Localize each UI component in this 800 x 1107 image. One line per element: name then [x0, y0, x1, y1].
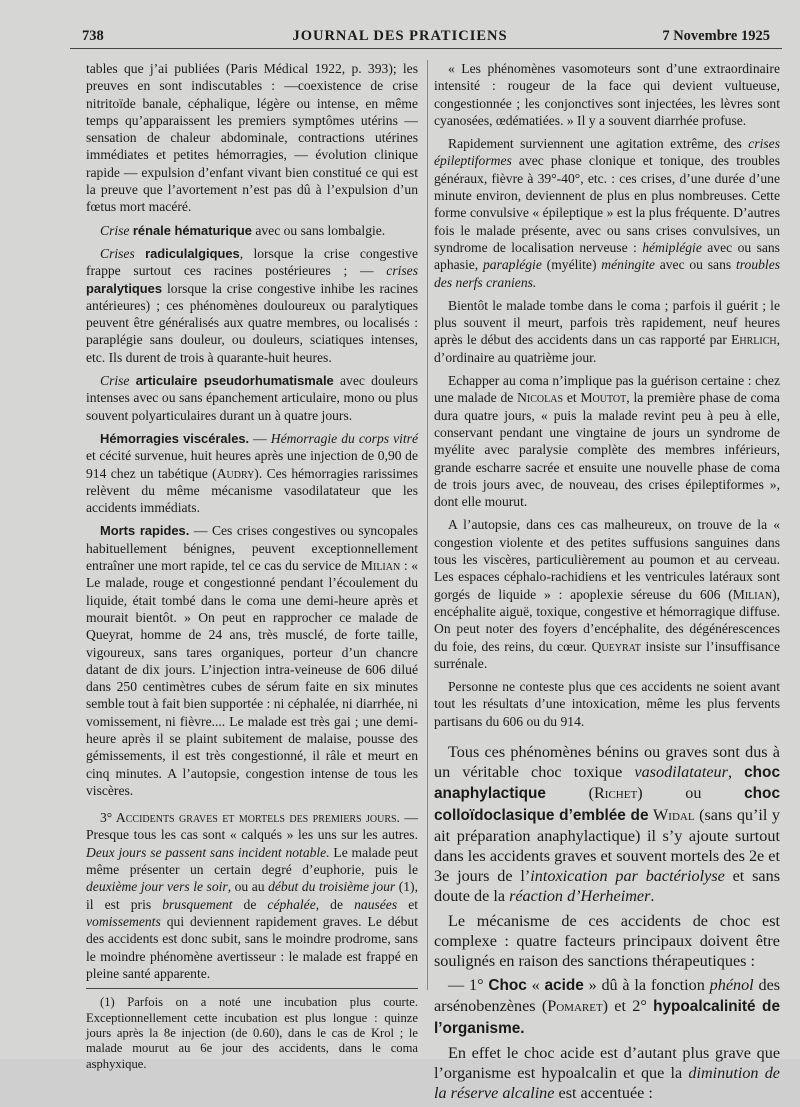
column-divider — [427, 60, 428, 990]
running-header — [0, 28, 800, 50]
page-number: 738 — [82, 28, 104, 44]
paragraph: tables que j’ai publiées (Paris Médical 1922, p. 393); les preuves en sont indiscutables : —coexistence de crise nitritoïde banale, céphalique, légère ou intense, en même temps qu’apparaissent les premiers symptômes utérins — sensation de chaleur abdominale, contractions utérines immédiates et petites hémorragies, — évolution clinique rapide — expulsion d’enfant vivant bien constitué ce qui est la preuve que l’avortement n’est pas dû à l’expulsion d’un fœtus mort macéré. — [86, 61, 418, 215]
right-column — [434, 60, 780, 1107]
header-rule — [70, 48, 782, 49]
paragraph: En effet le choc acide est d’autant plus grave que l’organisme est hypoalcalin et que la diminution de la réserve alcaline est accentuée : — [434, 1043, 780, 1103]
paragraph: — 1° Choc « acide » dû à la fonction phénol des arsénobenzènes (Pomaret) et 2° hypoalcalinité de l’organisme. — [434, 976, 781, 1037]
paragraph: Crises radiculalgiques, lorsque la crise congestive frappe surtout ces racines postérieures ; — crises paralytiques lorsque la crise congestive inhibe les racines antérieures) ; ces phénomènes douloureux ou paralytiques peuvent être généralisés aux quatre membres, ou localisés : paraplégie sans douleur, ou douleurs, sciatiques intenses, etc. Ils durent de trois à quarante-huit heures. — [86, 245, 418, 365]
paragraph: Crise articulaire pseudorhumatismale avec douleurs intenses avec ou sans épanchement articulaire, mono ou plus souvent polyarticulaires durant un à quatre jours. — [86, 373, 418, 423]
emphasis-block — [434, 742, 780, 1103]
paragraph: Echapper au coma n’implique pas la guérison certaine : chez une malade de Nicolas et Moutot, la première phase de coma dura quatre jours, « puis la malade revint peu à peu à elle, conservant pendant une vingtaine de jours un syndrome de myélite avec paralysie complète des membres inférieurs, grande escharre sacrée et ensuite une nouvelle phase de coma de trois jours avec, de nouveau, des crises épileptiformes », dont elle mourut. — [434, 373, 780, 510]
journal-title: JOURNAL DES PRATICIENS — [292, 28, 508, 44]
left-column — [86, 60, 418, 1072]
paragraph: 3° Accidents graves et mortels des premiers jours. — Presque tous les cas sont « calqués » les uns sur les autres. Deux jours se passent sans incident notable. Le malade peut même présenter un certain degré d’euphorie, puis le deuxième jour vers le soir, ou au début du troisième jour (1), il est pris brusquement de céphalée, de nausées et vomissements qui deviennent rapidement graves. Le début des accidents est donc subit, sans le moindre prodrome, sans le moindre phénomène avertisseur : le malade est frappé en pleine santé apparente. — [86, 810, 419, 981]
footnote-rule — [86, 988, 418, 989]
paragraph: Morts rapides. — Ces crises congestives ou syncopales habituellement bénignes, peuvent exceptionnellement entraîner une mort rapide, tel ce cas du service de Milian : « Le malade, rouge et congestionné pendant l’écoulement du liquide, était tombé dans le coma une demi-heure après et mourait bientôt. » On peut en rapprocher ce malade de Queyrat, homme de 24 ans, très musclé, de forte taille, vigoureux, sans tares organiques, porteur d’un chancre datant de dix jours. L’injection intra-veineuse de 606 dilué dans 250 centimètres cubes de sérum faite en six minutes semble tout à fait bien supportée : ni céphalée, ni diarrhée, ni vomissement, ni fièvre.... Le malade est très gai ; une demi-heure après il se plaint subitement de malaise, pousse des gémissements, il est très congestionné, il râle et meurt en cinq minutes. A l’autopsie, congestion intense de tous les viscères. — [86, 523, 419, 798]
paragraph: A l’autopsie, dans ces cas malheureux, on trouve de la « congestion violente et des petites suffusions sanguines dans tous les viscères, particulièrement au poumon et au cerveau. Les espaces céphalo-rachidiens et les ventricules latéraux sont gorgés de liquide » : apoplexie séreuse du 606 (Milian), encéphalite aiguë, toxique, congestive et hémorragique diffuse. On peut noter des foyers d’encéphalite, des dégénérescences du foie, des reins, du cœur. Queyrat insiste sur l’insuffisance surrénale. — [434, 517, 781, 671]
paragraph: Le mécanisme de ces accidents de choc est complexe : quatre facteurs principaux doivent être soulignés en raison des sanctions thérapeutiques : — [434, 911, 780, 971]
paragraph: Tous ces phénomènes bénins ou graves sont dus à un véritable choc toxique vasodilatateur, choc anaphylactique (Richet) ou choc colloïdoclasique d’emblée de Widal (sans qu’il y ait préparation anaphylactique) il s’y ajoute surtout dans les accidents graves et souvent mortels des 2e et 3e jours de l’intoxication par bactériolyse et sans doute de la réaction d’Herheimer. — [434, 742, 780, 906]
paragraph: Bientôt le malade tombe dans le coma ; parfois il guérit ; le plus souvent il meurt, parfois très rapidement, neuf heures après le début des accidents dans un cas rapporté par Ehrlich, d’ordinaire au quatrième jour. — [434, 297, 781, 365]
paragraph: « Les phénomènes vasomoteurs sont d’une extraordinaire intensité : rougeur de la face qui devient vultueuse, congestionnée ; les conjonctives sont injectées, les lèvres sont cyanosées, œdématiées. » Il y a souvent diarrhée profuse. — [434, 61, 780, 128]
issue-date: 7 Novembre 1925 — [662, 28, 770, 44]
paragraph: Rapidement surviennent une agitation extrême, des crises épileptiformes avec phase clonique et tonique, des troubles généraux, fièvre à 39°-40°, etc. : ces crises, d’une durée d’une minute environ, deviennent de plus en plus nombreuses. Cette forme convulsive « épileptique » est la plus fréquente. D’autres fois le malade présente, avec ou sans crises convulsives, un syndrome de localisation nerveuse : hémiplégie avec ou sans aphasie, paraplégie (myélite) méningite avec ou sans troubles des nerfs craniens. — [434, 136, 781, 290]
paragraph: Crise rénale hématurique avec ou sans lombalgie. — [100, 222, 386, 238]
paragraph: Hémorragies viscérales. — Hémorragie du corps vitré et cécité survenue, huit heures après une injection de 0,90 de 914 chez un tabétique (Audry). Ces hémorragies rarissimes relèvent du même mécanisme vasodilatateur que les accidents immédiats. — [86, 430, 418, 516]
paragraph: Personne ne conteste plus que ces accidents ne soient avant tout les résultats d’une intoxication, même les plus fervents partisans du 606 ou du 914. — [434, 679, 780, 729]
footnote: (1) Parfois on a noté une incubation plus courte. Exceptionnellement cette incubation est plus longue : quinze jours après la 8e injection (de 0.60), dans le cas de Krol ; le malade mourut au 6e jour des accidents, dans le coma asphyxique. — [86, 995, 418, 1071]
